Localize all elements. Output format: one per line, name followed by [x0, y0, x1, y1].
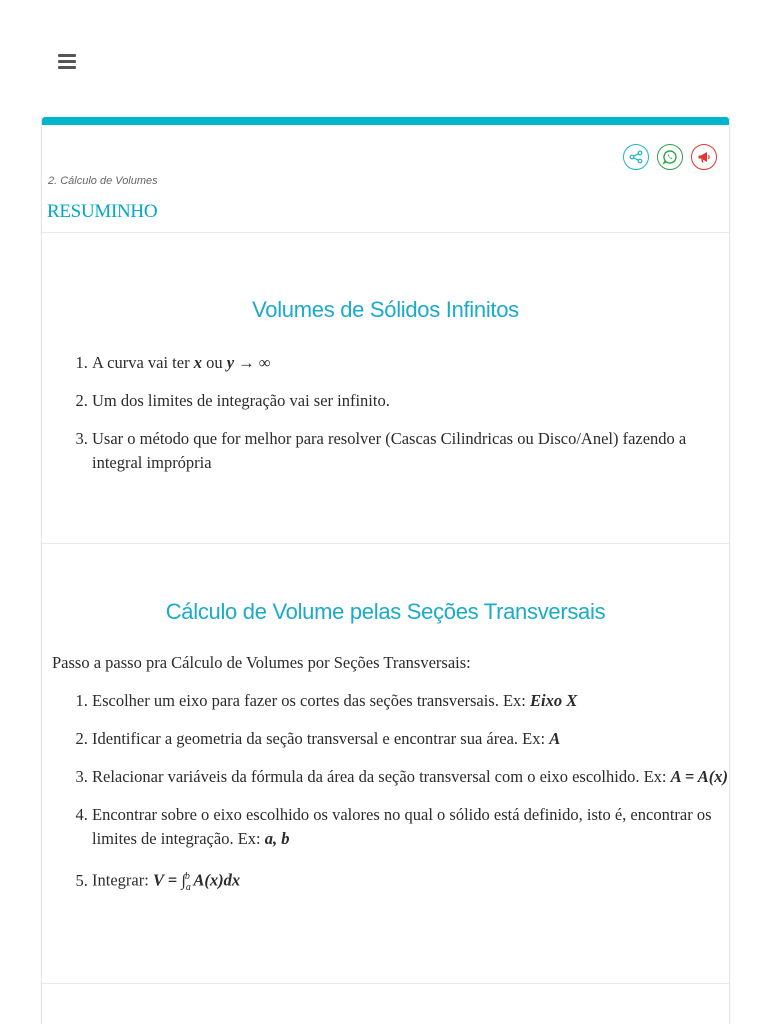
- math-expression: A = A(x): [670, 767, 729, 786]
- hamburger-menu-icon[interactable]: [58, 54, 76, 70]
- section-title-secoes-transversais: Cálculo de Volume pelas Seções Transversais: [165, 599, 606, 624]
- list-item-text: Identificar a geometria da seção transversal e encontrar sua área. Ex:: [92, 729, 550, 748]
- math-expression: V = ∫: [152, 870, 186, 890]
- report-button[interactable]: [691, 144, 717, 170]
- list-item: [92, 803, 732, 851]
- list-secoes-transversais: [42, 689, 732, 914]
- list-item: [92, 765, 732, 789]
- megaphone-icon: [696, 149, 712, 165]
- breadcrumb[interactable]: 2. Cálculo de Volumes: [48, 175, 158, 187]
- math-expression: a, b: [264, 829, 290, 848]
- list-item: [92, 351, 732, 375]
- share-button[interactable]: [623, 144, 649, 170]
- card-accent-bar: [42, 117, 729, 125]
- list-item-text: ou: [201, 353, 227, 372]
- top-bar: [0, 0, 768, 118]
- math-x: x: [193, 353, 202, 372]
- content-card: [41, 117, 730, 1024]
- list-item-text: Escolher um eixo para fazer os cortes das seções transversais. Ex:: [92, 691, 530, 710]
- math-lower-limit: a: [185, 881, 191, 893]
- list-item-text: Integrar:: [92, 870, 153, 890]
- list-item: [92, 727, 732, 751]
- whatsapp-icon: [662, 149, 678, 165]
- list-item-text: A curva vai ter: [92, 353, 194, 372]
- list-item-text: Encontrar sobre o eixo escolhido os valores no qual o sólido está definido, isto é, encontrar os limites de integração. Ex:: [92, 805, 712, 848]
- list-item-text: Relacionar variáveis da fórmula da área da seção transversal com o eixo escolhido. Ex:: [92, 767, 671, 786]
- math-expression: Eixo X: [530, 691, 578, 710]
- list-item: 3. Usar o método que for melhor para resolver (Cascas Cilindricas ou Disco/Anel) fazendo a integral imprópria: [92, 427, 732, 475]
- list-item: [92, 689, 732, 713]
- math-expression: A: [549, 729, 561, 748]
- section-title-volumes-infinitos: Volumes de Sólidos Infinitos: [252, 297, 519, 322]
- math-upper-limit: b: [184, 871, 190, 882]
- list-volumes-infinitos: [42, 351, 732, 489]
- list-item: [92, 865, 732, 900]
- intro-text: Passo a passo pra Cálculo de Volumes por Seções Transversais:: [52, 653, 471, 672]
- share-icon: [629, 150, 643, 164]
- divider: [42, 543, 729, 544]
- math-arrow-infinity: → ∞: [234, 353, 271, 372]
- whatsapp-button[interactable]: [657, 144, 683, 170]
- math-expression: A(x)dx: [189, 870, 241, 890]
- category-label: RESUMINHO: [47, 201, 158, 222]
- divider: [42, 232, 729, 233]
- divider: [42, 983, 729, 984]
- list-item: 2. Um dos limites de integração vai ser infinito.: [92, 389, 732, 413]
- action-buttons: [623, 144, 717, 170]
- math-y: y: [226, 353, 235, 372]
